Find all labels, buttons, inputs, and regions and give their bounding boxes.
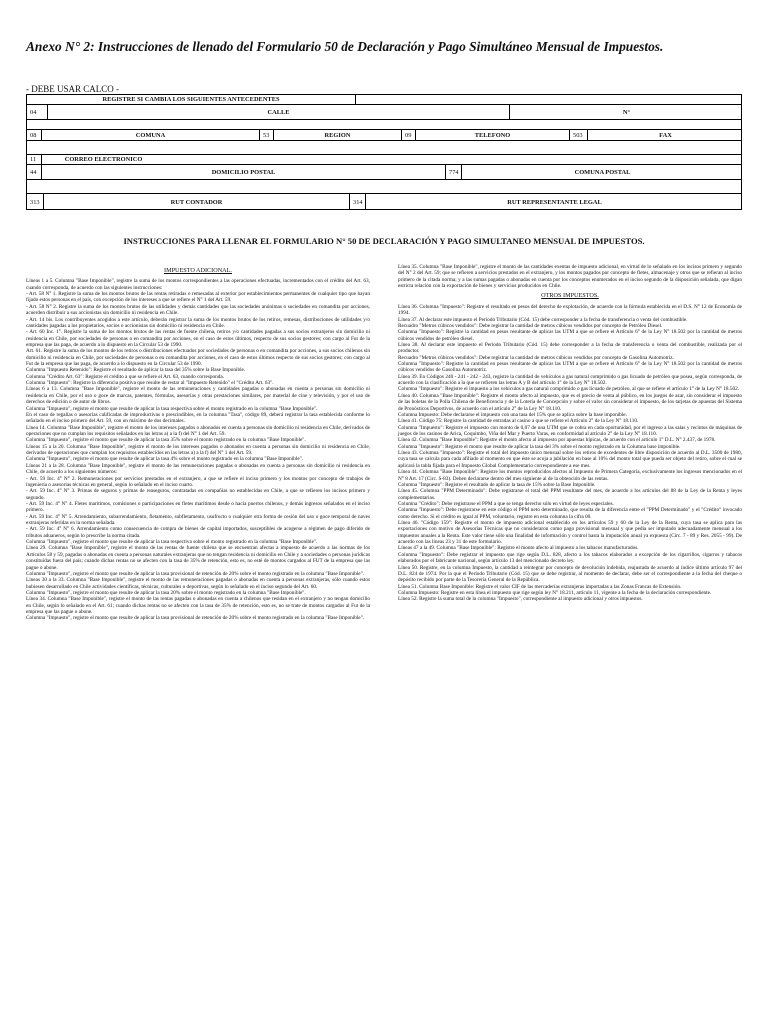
email-field[interactable]: CORREO ELECTRONICO	[41, 155, 165, 164]
instruction-paragraph: Línea 37. Al declarar este impuesto el Período Tributario (Cód. 15) debe corresponder a la fecha de transferencia o venta del combustible.	[398, 316, 688, 323]
instruction-paragraph: - Art. 58 N° 1. Registre la suma de los montos brutos de las rentas retiradas o remesadas al exterior por establecimientos permanentes de cualquier tipo que hayan fijado estos personas en el país, con excepción de los intereses a que se refiere el N° 1 del Art. 59.	[26, 291, 370, 304]
number-field[interactable]: N°	[509, 105, 743, 119]
postal-comuna-field[interactable]: COMUNA POSTAL	[461, 165, 743, 179]
right-column-intro	[398, 264, 742, 289]
instruction-paragraph: Columna "Impuesto": Debe registrar el impuesto que rige según D.L. 828, afecto a los tabacos elaborados a excepción de los cigarrillos, cigarros y tabacos elaborados por el fabricante nacional, según artículo 13 del mencionado decreto ley.	[398, 551, 742, 565]
instruction-paragraph: Línea 43. Columna "Impuesto": Registre el total del impuesto único mensual sobre los retiros de excedentes de libre disposición de acuerdo al D.L. 3500 de 1980, cuya tasa se calcula para cada afiliado al momento en que éste se acoja a jubilación en base al 10% del monto total que pueda ser objeto del retiro, sobre el cual se aplicará la tabla fijada para el Impuesto Global Complementario correspondiente a ese mes.	[398, 450, 742, 469]
instruction-paragraph: Línea 29. Columna "Base Imponible", registre el monto de las rentas de fuente chilena que se encuentran afectas a impuesto de acuerdo a las normas de los Artículos 58 y 59, pagadas o abonadas en cuenta a personas naturales extranjeras que no tengan residencia ni domicilio en Chile y a sociedades o personas jurídicas constituidas fuera del país; cuando dichas rentas no se afecten con la tasa de 35% de retención, esto es, no esté de montos cargados al FUT de la empresa que las pague o abone.	[26, 545, 370, 571]
instruction-paragraph: Línea 51. Columna Base Imponible: Registre el valor CIF de las mercaderías extranjeras importadas a las Zonas Francas de Extensión.	[398, 583, 682, 590]
form-row-blank-2	[27, 141, 741, 155]
instruction-paragraph: Columna "Impuesto", registre el monto que resulte de aplicar la tasa provisional de retención de 20% sobre el monto registrado en la columna "Base Imponible".	[26, 615, 365, 622]
instruction-paragraph: - Art. 59 Inc. 4° N° 5. Arrendamiento, subarrendamiento, fletamento, subfletamento, usufructo o cualquier otra forma de cesión del uso o goce temporal de naves extranjeras referidas en la norma señalada.	[26, 513, 370, 527]
accountant-rut-field[interactable]: RUT CONTADOR	[43, 194, 349, 210]
fax-field[interactable]: FAX	[587, 130, 743, 140]
instruction-paragraph: Línea 42. Columna "Base Imponible": Registre el monto afecto al impuesto por apuestas hípicas, de acuerdo con el artículo 1° D.L. N° 2.437, de 1978.	[398, 437, 716, 444]
telephone-field[interactable]: TELEFONO	[415, 130, 569, 140]
postal-address-field[interactable]: DOMICILIO POSTAL	[41, 165, 445, 179]
instruction-paragraph: Columna "Impuesto", registre el monto que resulte de aplicar la tasa respectiva sobre el monto registrado en la columna "Base Imponible".	[26, 539, 318, 546]
instruction-paragraph: Columna "Impuesto": Registre la diferencia positiva que resulte de restar al "Impuesto Retenido" el "Crédito Art. 63".	[26, 380, 274, 387]
instruction-paragraph: Columna "Impuesto": Registre el impuesto con monto de 0,07 de una UTM que se cobra en cada oportunidad, por el ingreso a las salas y recintos de máquinas de juegos de los casinos de Arica, Coquimbo, Viña del Mar y Puerto Varas, en conformidad al artículo 2° de la Ley N° 18.110.	[398, 424, 742, 437]
instruction-paragraph: Líneas 47 a la 49. Columna "Base Imponible": Registre el monto afecto al impuesto a los tabacos manufacturados.	[398, 545, 639, 552]
form-row-rut	[27, 194, 741, 210]
instruction-paragraph: Línea 39. En Códigos 240 - 241 - 242 - 243, registre la cantidad de vehículos a gas natural comprimido o gas licuado de petróleo que posea, según corresponda, de acuerdo con la clasificación a la que se refieren las letras A y B del artículo 1° de la Ley N° 18.502.	[398, 373, 742, 387]
code-08: 08	[30, 131, 37, 139]
form-header-blank	[355, 95, 741, 104]
instruction-paragraph: - Art. 59 Inc. 4° N° 4. Fletes marítimos, comisiones o participaciones en fletes marítimos desde o hacia puertos chilenos, y demás ingresos señalados en el inciso primero.	[26, 500, 370, 514]
form-row-contact	[27, 130, 741, 141]
instruction-paragraph: Línea 45. Columna "PPM Determinado": Debe registrarse el total del PPM resultante del mes, de acuerdo a los artículos del 88 de la Ley de la Renta y leyes complementarias.	[398, 488, 742, 501]
form-header-row	[27, 95, 741, 105]
instruction-paragraph: Columna "Impuesto Retenido": Registre el resultado de aplicar la tasa del 35% sobre la Base Imponible.	[26, 367, 246, 374]
code-503: 503	[569, 130, 587, 140]
instructions-heading: INSTRUCCIONES PARA LLENAR EL FORMULARIO N° 50 DE DECLARACIÓN Y PAGO SIMULTANEO MENSUAL DE IMPUESTOS.	[123, 236, 645, 246]
instruction-paragraph: Línea 36. Columna "Impuesto": Registre el resultado en pesos del derecho de explotación, de acuerdo con la fórmula establecida en el D.S. N° 12 de Economía de 1994.	[398, 303, 742, 317]
instruction-paragraph: Recuadro "Metros cúbicos vendidos": Debe registrar la cantidad de metros cúbicos vendidos por concepto de Gasolina Automotriz.	[398, 354, 674, 361]
instruction-paragraph: Línea 50. Registre, en la columna Impuesto, la cantidad a reintegrar por concepto de devolución indebida, reajustada de acuerdo al índice último artículo 97 del D.L. 824 de 1974. Por la que el Período Tributario (Cód. 15) que se debe registrar, al momento de declarar, debe ser el correspondiente a la fecha del cheque o depósito recibido por parte de la Tesorería General de la República.	[398, 564, 742, 584]
instruction-paragraph: Columna "Impuesto", registre el monto que resulte de aplicar la tasa 20% sobre el monto registrado en la columna "Base Imponible".	[26, 589, 306, 596]
email-blank	[165, 155, 741, 164]
street-field[interactable]: CALLE	[47, 105, 509, 119]
change-info-form	[26, 94, 742, 210]
instruction-paragraph: Columna "Impuesto": Debe registrarse en este código el PPM neto determinado, que resulta de la diferencia entre el "PPM Determinado" y el "Crédito" invocado como derecho. Si el crédito es igual al PPM, voluntario, registre en esta columna la cifra 00.	[398, 507, 742, 520]
code-11: 11	[30, 156, 37, 163]
instruction-paragraph: - Art. 60 Inc. 1°. Registre la suma de los montos brutos de las rentas de fuente chilena, retiros y/o cantidades pagadas a sus socios extranjeros sin domicilio ni residencia en Chile, por sociedades de personas o en comandita por acciones, en el caso de estos últimos, respecto de sus socios gestores; con cargo al Fut de la empresa que las paga, de acuerdo a lo dispuesto en la Circular 53 de 1990.	[26, 329, 370, 348]
form-header: REGISTRE SI CAMBIA LOS SIGUIENTES ANTECEDENTES	[102, 96, 280, 103]
instruction-paragraph: Columna "Impuesto": Registre el resultado de aplicar la tasa de 15% sobre la Base Imponible.	[398, 481, 596, 488]
code-09: 09	[401, 130, 415, 140]
instruction-paragraph: En el caso de regalías o asesorías calificadas de improductivas o prescindibles, en la columna "Tasa", código 89, deberá registrar la tasa establecida conforme lo señalado en el inciso primero del Art. 59, con un máximo de dos decimales.	[26, 411, 370, 425]
form-row-blank-1	[27, 120, 741, 130]
instruction-paragraph: Columna "Impuesto": Registre el impuesto a los vehículos a gas natural comprimido o gas licuado de petróleo, al que se refiere el artículo 1° de la Ley N° 18.502.	[398, 386, 740, 393]
instruction-paragraph: - Art. 59 Inc. 4° N° 2. Remuneraciones por servicios prestados en el extranjero, a que se refiere el inciso primero y los montos por concepto de trabajos de ingeniería o asesorías técnicas en general, según lo señalado en el inciso cuarto.	[26, 475, 370, 488]
comuna-field[interactable]: COMUNA	[41, 130, 259, 140]
instruction-paragraph: Recuadro "Metros cúbicos vendidos": Debe registrar la cantidad de metros cúbicos vendidos por concepto de Petróleo Diesel.	[398, 322, 663, 329]
section-impuesto-adicional: IMPUESTO ADICIONAL.	[164, 267, 232, 274]
instruction-paragraph: Línea 41. Código 75: Registre la cantidad de entradas al casino a que se refiere el Artículo 2° de la Ley N° 18.110.	[398, 418, 639, 425]
legal-rep-rut-field[interactable]: RUT REPRESENTANTE LEGAL	[365, 194, 743, 210]
instruction-paragraph: Líneas 30 a la 33. Columna "Base Imponible", registre el monto de las remuneraciones pagadas o abonadas en cuenta a personas extranjeras, sólo cuando estos hubiesen desarrollado en Chile actividades científicas, técnicas, culturales o deportivas, según lo señalado en el inciso segundo del Art. 60.	[26, 577, 370, 590]
instruction-paragraph: Líneas 1 a 5. Columna "Base Imponible", registre la suma de los montos correspondientes a las operaciones efectuadas, incrementados con el crédito del Art. 63, cuando corresponda, de acuerdo con las siguientes instrucciones:	[26, 278, 370, 291]
code-313: 313	[30, 198, 40, 206]
left-column	[26, 264, 370, 622]
form-row-email	[27, 155, 741, 165]
code-774: 774	[445, 165, 461, 179]
instruction-paragraph: Columna Impuesto: Registre en esta línea el impuesto que rige según ley N° 18.211, artículo 11, vigente a la fecha de la declaración correspondiente.	[398, 589, 712, 596]
code-04: 04	[30, 108, 37, 116]
instruction-paragraph: Columna Impuesto: Debe declararse el impuesto con una tasa del 15% que se aplica sobre la base imponible.	[398, 411, 627, 418]
instruction-paragraph: Líneas 6 a 13. Columna "Base Imponible", registre el monto de las remuneraciones y cantidades pagadas o abonadas en cuenta a personas sin domicilio ni residencia en Chile, por el uso o goce de marcas, patentes, fórmulas, asesorías y otras prestaciones similares, por material de cine y televisión, y por el uso de derechos de edición o de autor de libros.	[26, 386, 370, 406]
instruction-paragraph: Columna "Impuesto": Registre el monto que resulte de aplicar la tasa del 3% sobre el monto registrado en la Columna base imponible.	[398, 443, 681, 450]
code-53: 53	[259, 130, 273, 140]
instruction-paragraph: Columna "Crédito": Debe registrarse el PPM a que se tenga derecho sólo en virtud de leyes especiales.	[398, 500, 614, 507]
page-title: Anexo N° 2: Instrucciones de llenado del Formulario 50 de Declaración y Pago Simultáneo Mensual de Impuestos.	[26, 39, 664, 54]
region-field[interactable]: REGION	[273, 130, 401, 140]
form-row-address	[27, 105, 741, 120]
code-314: 314	[349, 194, 365, 210]
instruction-paragraph: Línea 52. Registre la suma total de la columna "Impuesto", correspondiente al impuesto adicional y otros impuestos.	[398, 596, 643, 603]
instruction-paragraph: - Art. 59 Inc. 4° N° 3. Primas de seguros y primas de reaseguros, contratadas en compañías no establecidas en Chile, a que se refieren los incisos primero y segundo.	[26, 488, 370, 501]
right-column	[398, 264, 742, 603]
subtitle: - DEBE USAR CALCO -	[26, 84, 120, 94]
instruction-paragraph: Línea 40. Columna "Base Imponible": Registre el monto afecto al impuesto, que es el precio de venta al público, en los juegos de azar, sin considerar el impuesto de las boletas de la Polla Chilena de Beneficencia y de la Lotería de Concepción y sobre el valor sin considerar el impuesto, de los tarjetas de apuestas del Sistema de Pronósticos Deportivos, de acuerdo con el artículo 2° de la Ley N° 18.110.	[398, 392, 742, 412]
instruction-paragraph: Línea 34. Columna "Base Imponible", registre el monto de las rentas pagadas o abonadas en cuenta a chilenos que residan en el extranjero y no tengan domicilio en Chile, según lo señalado en el Art. 61; cuando dichas rentas no se afecten con la tasa de 35% de retención, esto es, no se trate de montos cargados al Fut de la empresa que las pague o abone.	[26, 596, 370, 616]
instruction-paragraph: - Art. 59 Inc. 4° N° 6. Arrendamiento como consecuencia de compra de bienes de capital importados, susceptibles de acogerse a régimen de pago diferido de tributos aduaneros, según lo prescribe la norma citada.	[26, 526, 370, 539]
instruction-paragraph: Línea 35. Columna "Base Imponible", registre el monto de las cantidades exentas de impuesto adicional, en virtud de lo señalado en los incisos primero y segundo del N° 2 del Art. 59; que se refieren a servicios prestados en el extranjero, y los montos pagados por concepto de fletes, almacenaje y otros que se refieran al inciso primero de la citada norma; y a las sumas pagadas o abonadas en cuenta por los conceptos enumerados en el inciso segundo de la disposición señalada, que digan estricta relación con la exportación de bienes y servicios producidos en Chile.	[398, 264, 742, 290]
instruction-paragraph: Columna "Impuesto": Registre la cantidad en pesos resultante de aplicar las UTM a que se refiere el Artículo 6° de la Ley N° 18.502 por la cantidad de metros cúbicos vendidos de petróleo diesel.	[398, 329, 742, 342]
instruction-paragraph: - Art. 14 bis. Los contribuyentes acogidos a este artículo, deberán registrar la suma de los montos brutos de los retiros, remesas, distribuciones de utilidades y/o cantidades pagadas a los propietarios, socios o accionistas sin domicilio ni residencia en Chile.	[26, 316, 370, 329]
instruction-paragraph: Línea 38. Al declarar este impuesto el Período Tributario (Cód. 15) debe corresponder a la fecha de transferencia o venta del combustible, realizada por el productor.	[398, 341, 742, 355]
instruction-paragraph: Líneas 15 a la 20. Columna "Base Imponible", registre el monto de los intereses pagados o abonados en cuenta a personas sin domicilio ni residencia en Chile, derivados de operaciones que cumplan los requisitos establecidos en las letras a) a la f) del N° 1 del Art. 59.	[26, 443, 370, 457]
section-otros-impuestos: OTROS IMPUESTOS.	[541, 292, 599, 300]
left-column-body	[26, 278, 370, 621]
instruction-paragraph: Columna "Impuesto": Registre la cantidad en pesos resultante de aplicar las UTM a que se refiere el Artículo 6° de la Ley N° 18.502 por la cantidad de metros cúbicos vendidos de Gasolina Automotriz.	[398, 361, 742, 374]
instruction-paragraph: Línea 46. "Código 159": Registre el monto de impuesto adicional establecido en los artículos 59 y 60 de la Ley de la Renta, cuya tasa se aplica para las exportaciones con motivo de Asesorías Técnicas que no consideraron como pago provisional mensual y que pedía ser imputado adecuadamente mensual a los impuestos anuales a la Renta. Este valor tiene sólo una finalidad de información y control hasta la imputación anual ya expuesta (Circ. 7 - 89 y Res. 2055 - 99). De acuerdo con las líneas 23 y 31 de este formulario.	[398, 520, 742, 546]
instruction-paragraph: Columna "Impuesto", registre el monto que resulte de aplicar la tasa respectiva sobre el monto registrado en la columna "Base Imponible".	[26, 405, 318, 412]
instruction-paragraph: Columna "Impuesto", registre el monto que resulte de aplicar la tasa provisional de retención de 20% sobre el monto registrado en la columna "Base Imponible".	[26, 570, 365, 577]
form-row-blank-3	[27, 180, 741, 194]
instruction-paragraph: Línea 14. Columna "Base Imponible", registre el monto de los intereses pagados o abonados en cuenta a personas sin domicilio ni residencia en Chile, derivados de operaciones que no cumplan los requisitos señalados en las letras a) a la f) del N° 1 del Art. 59.	[26, 424, 370, 437]
instruction-paragraph: Columna "Impuesto", registre el monto que resulte de aplicar la tasa 35% sobre el monto registrado en la columna "Base Imponible".	[26, 437, 306, 444]
code-44: 44	[30, 168, 37, 176]
form-row-postal	[27, 165, 741, 180]
right-column-body	[398, 304, 742, 603]
instruction-paragraph: Art. 61. Registre la suma de los montos de los retiros o distribuciones efectuados por sociedades de personas o en comandita por acciones, a sus socios chilenos sin domicilio ni residencia en Chile, por sociedades de personas o en comandita por acciones, en el caso de estos últimos respecto de sus socios gestores; con cargo al Fut de la empresa que las paga, de acuerdo a lo dispuesto en la Circular 53 de 1990.	[26, 348, 370, 368]
instruction-paragraph: Columna "Crédito Art. 63": Registre el crédito a que se refiere el Art. 63, cuando corresponda.	[26, 373, 225, 380]
instruction-paragraph: Línea 44. Columna "Base Imponible": Registre los montos reproducidos afectos al Impuesto de Primera Categoría, exclusivamente los ingresos mencionados en el N° 8 Art. 17 (Circ. S-83). Deben declararse dentro del mes siguiente al de la obtención de las rentas.	[398, 469, 742, 482]
instruction-paragraph: Líneas 21 a la 28. Columna "Base Imponible", registre el monto de las remuneraciones pagadas o abonadas en cuenta a personas sin domicilio ni residencia en Chile, de acuerdo a los siguientes números:	[26, 462, 370, 476]
instruction-paragraph: - Art. 58 N° 2. Registre la suma de los montos brutos de las utilidades y demás cantidades que las sociedades anónimas o sociedades en comandita por acciones, acuerden distribuir a sus accionistas sin domicilio ni residencia en Chile.	[26, 303, 370, 317]
instruction-paragraph: Columna "Impuesto", registre el monto que resulte de aplicar la tasa 4% sobre el monto registrado en la columna "Base Imponible".	[26, 456, 304, 463]
